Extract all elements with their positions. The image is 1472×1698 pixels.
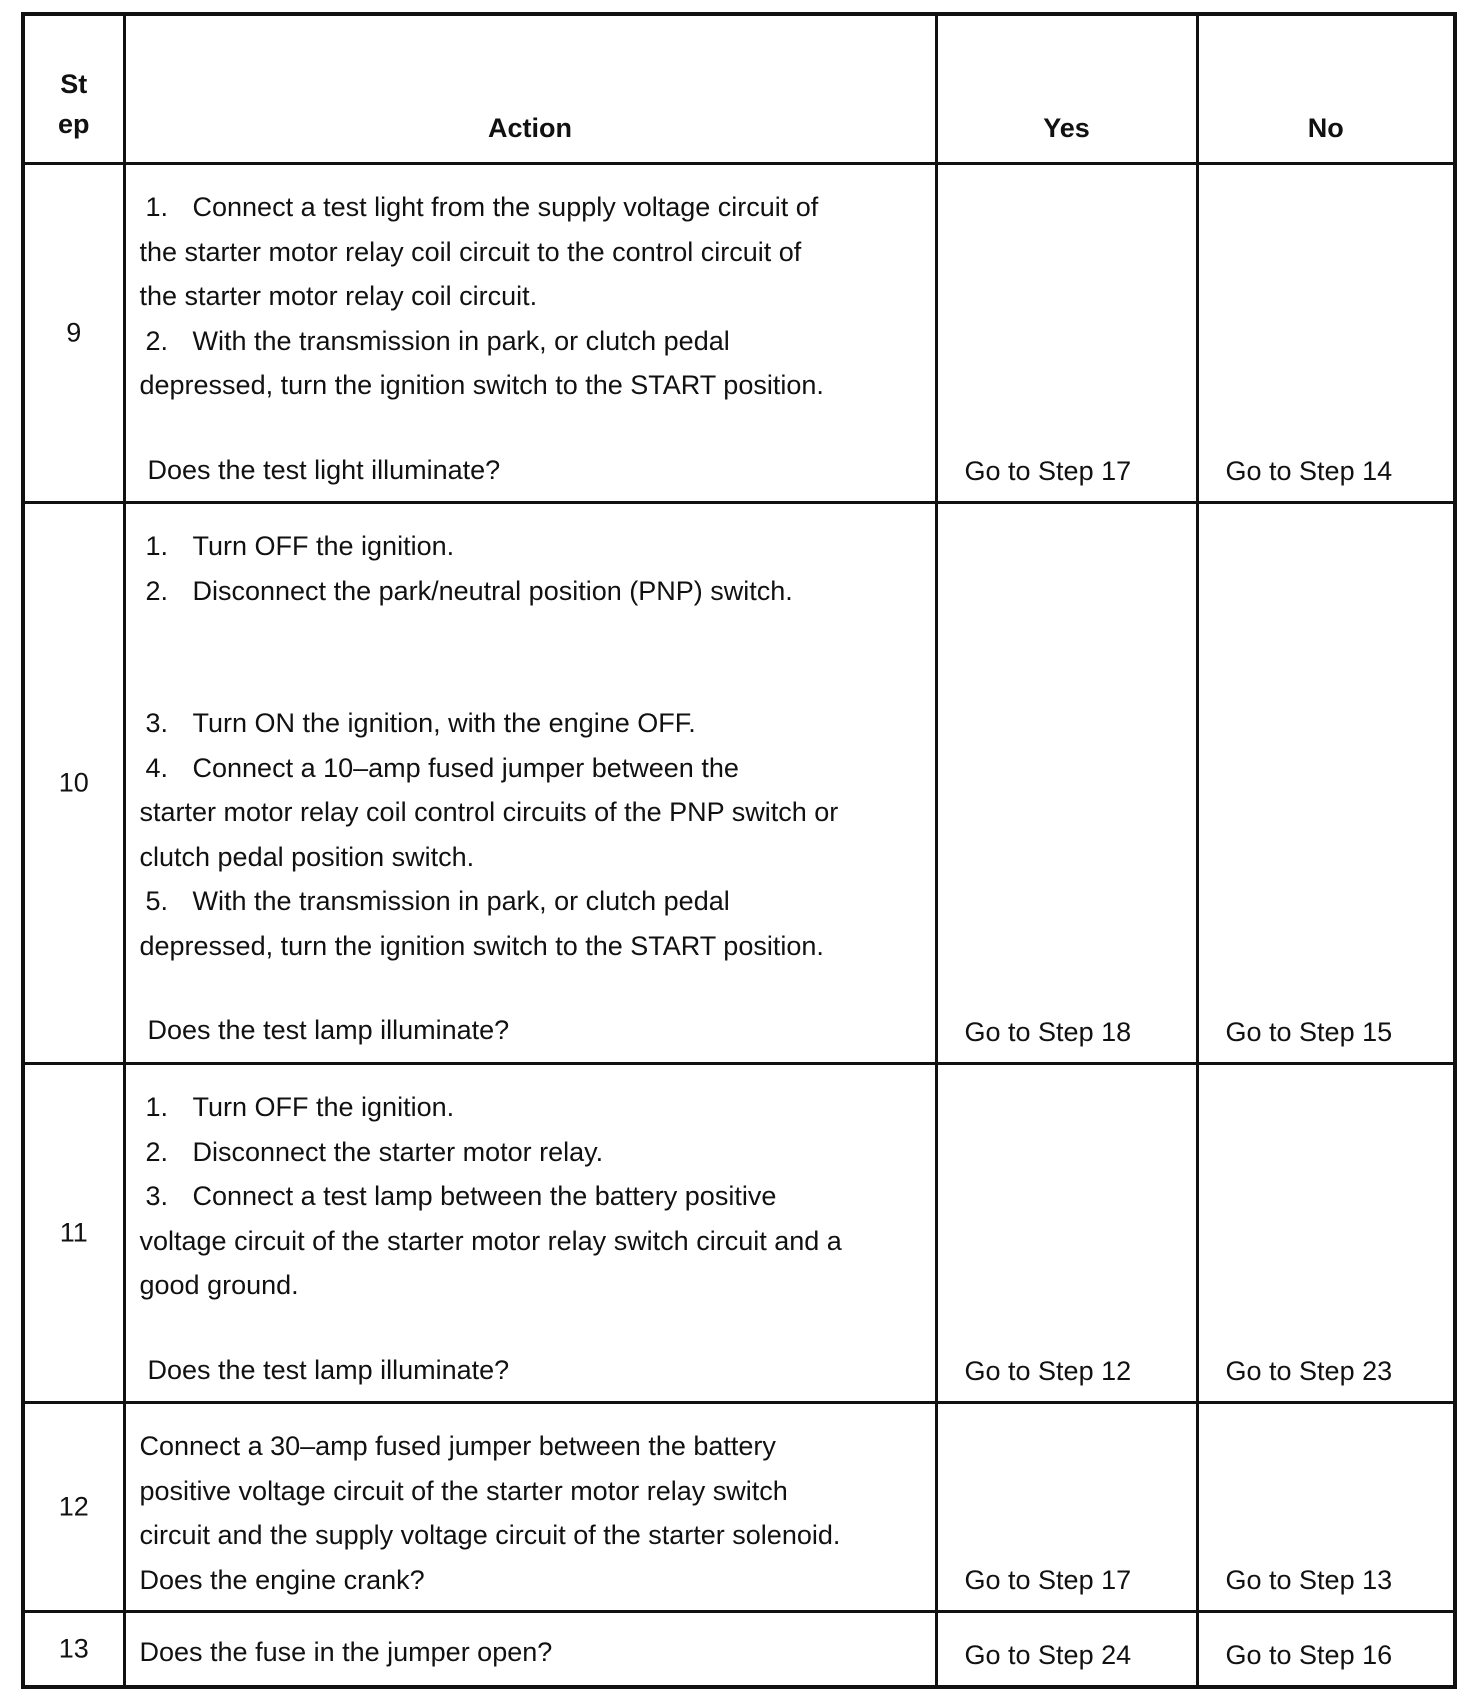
- action-line: the starter motor relay coil circuit.: [139, 281, 538, 311]
- action-cell: [124, 1403, 936, 1612]
- action-line: 3. Connect a test lamp between the battery positive: [145, 1181, 777, 1211]
- action-line: positive voltage circuit of the starter motor relay switch: [139, 1475, 788, 1506]
- action-cell: [124, 164, 936, 503]
- action-question: Does the test lamp illuminate?: [147, 1354, 510, 1385]
- action-line: 2. Disconnect the park/neutral position (PNP) switch.: [145, 575, 793, 606]
- step-number: 13: [23, 1612, 124, 1688]
- no-link[interactable]: Go to Step 23: [1225, 1356, 1393, 1386]
- header-action: Action: [124, 14, 936, 164]
- yes-cell: [936, 503, 1197, 1064]
- table-row: [23, 503, 1455, 1064]
- table-row: [23, 164, 1455, 503]
- action-line: 2. Disconnect the starter motor relay.: [145, 1136, 604, 1167]
- no-cell: [1197, 1064, 1455, 1403]
- no-link[interactable]: Go to Step 14: [1225, 456, 1393, 486]
- yes-cell: [936, 164, 1197, 503]
- step-number: 10: [23, 503, 124, 1064]
- no-link[interactable]: Go to Step 15: [1225, 1017, 1393, 1047]
- header-row: [23, 14, 1455, 164]
- no-link[interactable]: Go to Step 16: [1225, 1640, 1393, 1670]
- yes-cell: [936, 1403, 1197, 1612]
- action-question: Does the fuse in the jumper open?: [139, 1637, 553, 1667]
- header-step-line2: ep: [57, 109, 90, 139]
- step-number: 11: [23, 1064, 124, 1403]
- action-line: 1. Connect a test light from the supply voltage circuit of: [145, 192, 819, 222]
- action-line: depressed, turn the ignition switch to the START position.: [139, 370, 824, 400]
- table-row: [23, 1064, 1455, 1403]
- step-number: 12: [23, 1403, 124, 1612]
- action-line: depressed, turn the ignition switch to the START position.: [139, 930, 824, 961]
- action-line: 2. With the transmission in park, or clutch pedal: [145, 325, 730, 356]
- no-cell: [1197, 1612, 1455, 1688]
- action-line: 1. Turn OFF the ignition.: [145, 531, 455, 561]
- step-number: 9: [23, 164, 124, 503]
- no-cell: [1197, 1403, 1455, 1612]
- yes-link[interactable]: Go to Step 12: [964, 1356, 1132, 1386]
- action-line: Connect a 30–amp fused jumper between the battery: [139, 1431, 776, 1461]
- action-question: Does the test lamp illuminate?: [147, 1015, 510, 1045]
- action-line: 1. Turn OFF the ignition.: [145, 1092, 455, 1122]
- action-cell: [124, 503, 936, 1064]
- yes-link[interactable]: Go to Step 17: [964, 1565, 1132, 1595]
- action-line: the starter motor relay coil circuit to the control circuit of: [139, 236, 802, 267]
- diagnostic-steps-table: [21, 12, 1457, 1689]
- table-row: [23, 1612, 1455, 1688]
- action-cell: [124, 1064, 936, 1403]
- header-no: No: [1197, 14, 1455, 164]
- yes-link[interactable]: Go to Step 18: [964, 1017, 1132, 1047]
- yes-link[interactable]: Go to Step 24: [964, 1640, 1132, 1670]
- header-yes: Yes: [936, 14, 1197, 164]
- header-step: [23, 14, 124, 164]
- action-question: Does the engine crank?: [139, 1564, 425, 1595]
- action-line: starter motor relay coil control circuits of the PNP switch or: [139, 797, 839, 827]
- yes-cell: [936, 1612, 1197, 1688]
- no-cell: [1197, 164, 1455, 503]
- action-cell: [124, 1612, 936, 1688]
- action-line: clutch pedal position switch.: [139, 841, 475, 872]
- table-row: [23, 1403, 1455, 1612]
- action-line: 4. Connect a 10–amp fused jumper between the: [145, 752, 739, 783]
- action-line: voltage circuit of the starter motor relay switch circuit and a: [139, 1225, 842, 1256]
- action-line: 5. With the transmission in park, or clutch pedal: [145, 886, 730, 916]
- yes-cell: [936, 1064, 1197, 1403]
- action-line: 3. Turn ON the ignition, with the engine OFF.: [145, 708, 696, 738]
- action-question: Does the test light illuminate?: [147, 454, 501, 485]
- yes-link[interactable]: Go to Step 17: [964, 456, 1132, 486]
- header-step-line1: St: [60, 69, 88, 99]
- action-line: good ground.: [139, 1270, 299, 1300]
- no-link[interactable]: Go to Step 13: [1225, 1565, 1393, 1595]
- action-line: circuit and the supply voltage circuit of the starter solenoid.: [139, 1520, 841, 1550]
- no-cell: [1197, 503, 1455, 1064]
